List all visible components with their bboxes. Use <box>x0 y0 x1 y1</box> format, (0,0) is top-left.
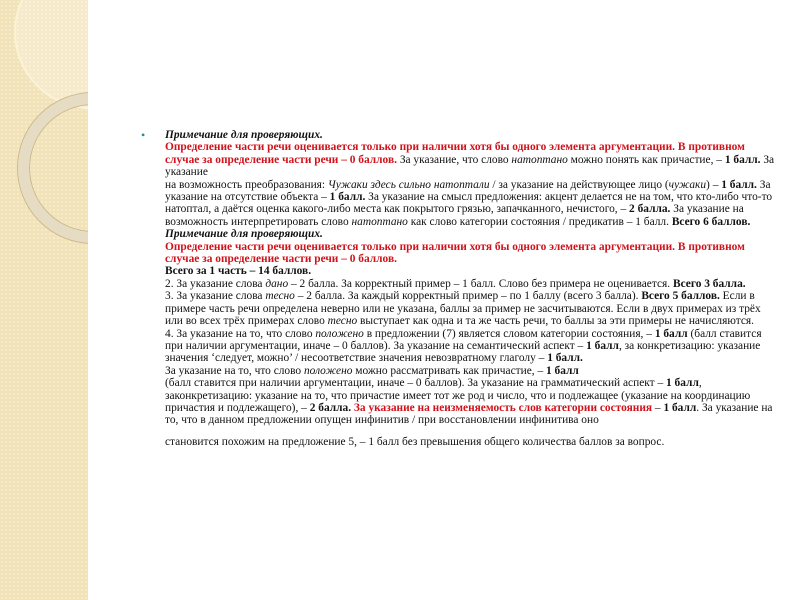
text-paragraph <box>165 436 775 448</box>
text-paragraph <box>165 179 775 229</box>
text-segment: 1 балл. <box>329 191 366 204</box>
text-segment: Примечание для проверяющих. <box>165 228 323 241</box>
text-segment: ) – <box>706 178 722 191</box>
text-segment: 2. За указание слова <box>165 277 266 290</box>
text-segment: За указание <box>165 153 775 179</box>
text-segment: (балл ставится при наличии аргументации, иначе – 0 баллов). За указание на семантический аспект – <box>165 327 762 352</box>
text-segment: (балл ставится при наличии аргументации, иначе – 0 баллов). За указание на грамматический аспект – <box>165 377 667 390</box>
text-segment: 3. За указание слова <box>165 290 266 303</box>
text-segment: 2 балла. <box>629 203 671 216</box>
text-segment: , за конкретизацию: указание значения ‘следует, можно’ / несоответствие значения невозвратному глаголу – <box>165 339 761 365</box>
text-segment: Всего за <box>165 265 210 278</box>
slide-text-body <box>165 129 775 448</box>
text-paragraph <box>165 365 775 377</box>
text-segment: За указание на возможность интерпретировать слово <box>165 203 744 228</box>
text-segment: 1 балл <box>654 327 688 340</box>
text-paragraph <box>165 129 775 141</box>
text-segment: 1 балл <box>586 339 619 352</box>
text-segment: на возможность преобразования: <box>165 178 328 191</box>
text-segment: За указание на то, что слово <box>165 364 304 377</box>
decorative-side-panel <box>0 0 88 600</box>
text-segment: – 2 балла. За корректный пример – 1 балл. Слово без примера не оценивается. <box>288 277 673 290</box>
text-segment: Всего 5 баллов. <box>641 290 720 303</box>
text-segment: 1 балл. <box>724 153 761 166</box>
text-segment: За указание на отсутствие объекта – <box>165 178 771 204</box>
text-segment: Определение части речи оценивается только при наличии хотя бы одного элемента аргументации. В противном случае за определение части речи – 0 баллов. <box>165 240 745 266</box>
text-segment: – 2 балла. За каждый корректный пример – по 1 баллу (всего 3 балла). <box>294 290 642 303</box>
text-segment: 1 балл <box>666 377 699 390</box>
text-segment: в предложении (7) является словом категории состояния, – <box>363 327 655 340</box>
text-segment: 1 балл <box>546 364 579 377</box>
decorative-ring <box>18 93 88 243</box>
text-paragraph <box>165 241 775 266</box>
text-segment: становится похожим на предложение 5, – 1 балл без превышения общего количества баллов за вопрос. <box>165 435 665 448</box>
bullet-icon: • <box>141 128 146 142</box>
text-segment: можно понять как причастие, – <box>567 153 725 166</box>
text-segment: Всего 6 баллов. <box>671 215 751 228</box>
text-paragraph <box>165 228 775 240</box>
text-segment: натоптано <box>511 153 568 166</box>
text-segment: 1 балл. <box>547 352 583 365</box>
text-segment: 1 балл. <box>721 178 757 191</box>
text-segment: Если в примере часть речи определена неверно или не указана, баллы за пример не засчитываются. Если в двух примерах из трёх или во всех трёх примерах слово <box>165 290 761 328</box>
text-paragraph <box>165 290 775 327</box>
text-segment: Чужаки здесь сильно натоптали <box>327 178 490 191</box>
text-segment: положено <box>303 364 353 377</box>
text-segment: положено <box>315 327 364 340</box>
text-segment: 2 балла. <box>309 401 352 414</box>
text-segment: Всего 3 балла. <box>672 277 746 290</box>
text-segment: дано <box>265 277 289 290</box>
text-paragraph <box>165 278 775 290</box>
text-segment: / за указание на действующее лицо ( <box>489 178 669 191</box>
text-segment: натоптано <box>351 215 408 228</box>
text-segment: чужаки <box>668 178 707 191</box>
text-paragraph <box>165 265 775 277</box>
text-segment: . За указание на то, что в данном предложении опущен инфинитив / при восстановлении инфинитива оно <box>165 401 773 427</box>
text-segment: Примечание для проверяющих. <box>165 129 323 141</box>
text-segment: тесно <box>327 315 358 328</box>
decorative-circle <box>14 0 88 109</box>
text-segment: , законкретизацию: указание на то, что причастие имеет тот же род и число, что и подлежащее (указание на координацию причастия и подлежащего), – <box>165 377 751 414</box>
text-segment: За указание, что слово <box>396 153 512 166</box>
text-segment: как слово категории состояния / предикатив – 1 балл. <box>407 215 672 228</box>
text-paragraph <box>165 141 775 178</box>
text-segment: можно рассматривать как причастие, – <box>352 364 546 377</box>
text-paragraph <box>165 377 775 427</box>
text-segment: выступает как одна и та же часть речи, то баллы за эти примеры не начисляются. <box>357 315 754 328</box>
text-segment: 1 часть – 14 баллов. <box>209 265 312 278</box>
text-segment: 1 балл <box>663 401 697 414</box>
text-segment: тесно <box>265 290 295 303</box>
text-segment: – <box>652 401 664 414</box>
text-segment: Определение части речи оценивается только при наличии хотя бы одного элемента аргументации. В противном случае за определение части речи – 0 баллов. <box>165 141 745 166</box>
text-segment: За указание на неизменяемость слов категории состояния <box>351 401 653 414</box>
text-paragraph <box>165 328 775 365</box>
text-segment: За указание на смысл предложения: акцент делается не на том, что кто-либо что-то натоптал, а даётся оценка какого-либо места как покрытого грязью, запачканного, нечистого, – <box>165 191 773 216</box>
text-segment: 4. За указание на то, что слово <box>165 327 316 340</box>
